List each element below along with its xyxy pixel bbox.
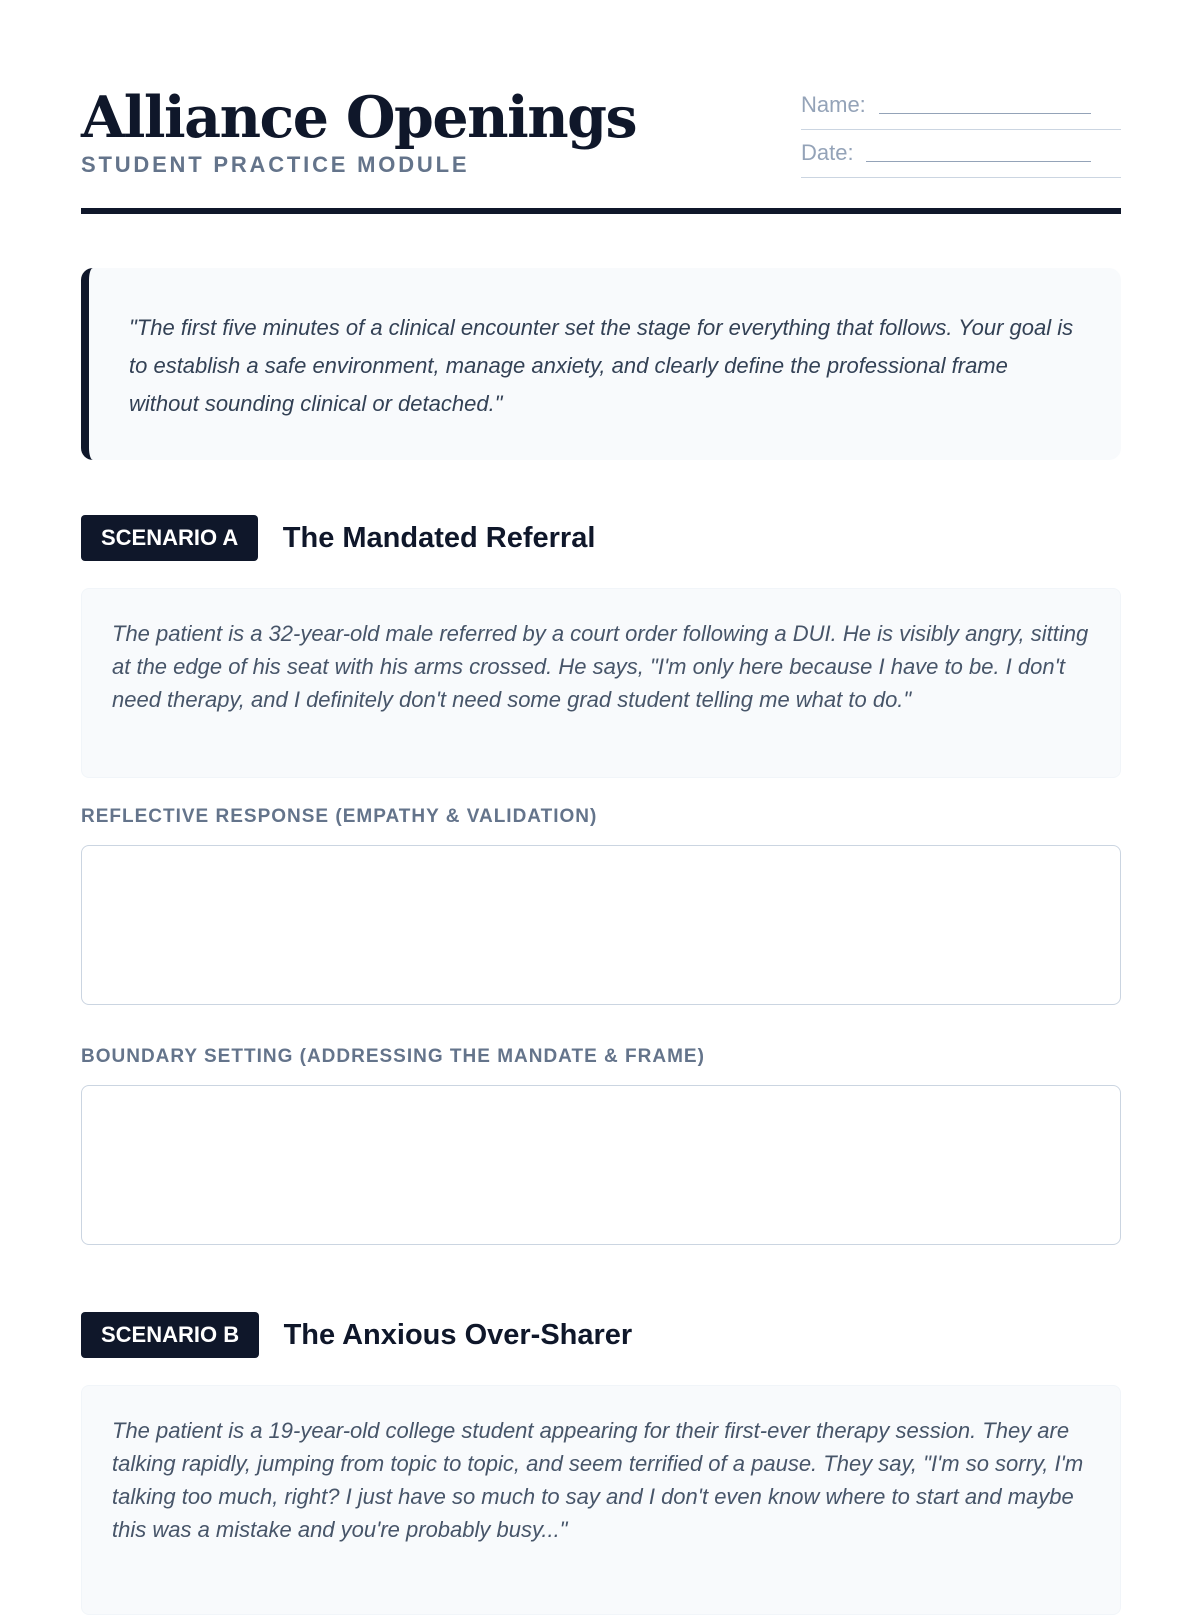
name-label: Name: <box>801 92 866 117</box>
intro-quote-text: "The first five minutes of a clinical encounter set the stage for everything that follows. Your goal is to establish a safe environment, manage anxiety, and clearly define the professional frame without sounding clinical or detached." <box>129 315 1074 416</box>
worksheet-header <box>81 84 1121 214</box>
boundary-setting-label: BOUNDARY SETTING (ADDRESSING THE MANDATE & FRAME) <box>81 1046 705 1067</box>
date-field[interactable] <box>801 132 1121 178</box>
page-title: Alliance Openings <box>81 84 637 151</box>
name-field[interactable] <box>801 84 1121 130</box>
scenario-a-badge: SCENARIO A <box>81 515 258 561</box>
scenario-a-description: The patient is a 32-year-old male referred by a court order following a DUI. He is visibly angry, sitting at the edge of his seat with his arms crossed. He says, "I'm only here because I have to be. I don't need therapy, and I definitely don't need some grad student telling me what to do." <box>112 621 1089 712</box>
scenario-b-badge: SCENARIO B <box>81 1312 259 1358</box>
scenario-b-description-box <box>81 1385 1121 1615</box>
scenario-b-title: The Anxious Over-Sharer <box>283 1318 633 1351</box>
reflective-response-input[interactable] <box>81 845 1121 1005</box>
scenario-a-title: The Mandated Referral <box>282 521 596 554</box>
page-subtitle: STUDENT PRACTICE MODULE <box>81 152 470 177</box>
scenario-a-description-box <box>81 588 1121 778</box>
scenario-b-description: The patient is a 19-year-old college student appearing for their first-ever therapy session. They are talking rapidly, jumping from topic to topic, and seem terrified of a pause. They say, "I'm so sorry, I'm talking too much, right? I just have so much to say and I don't even know where to start and maybe this was a mistake and you're probably busy..." <box>112 1418 1084 1542</box>
scenario-b-header <box>81 1312 632 1358</box>
reflective-response-label: REFLECTIVE RESPONSE (EMPATHY & VALIDATION) <box>81 806 598 827</box>
boundary-setting-input[interactable] <box>81 1085 1121 1245</box>
date-label: Date: <box>801 140 854 165</box>
name-blank-line[interactable] <box>879 113 1091 114</box>
student-info <box>801 84 1121 178</box>
intro-quote <box>81 268 1121 460</box>
date-blank-line[interactable] <box>866 161 1091 162</box>
scenario-a-header <box>81 515 595 561</box>
